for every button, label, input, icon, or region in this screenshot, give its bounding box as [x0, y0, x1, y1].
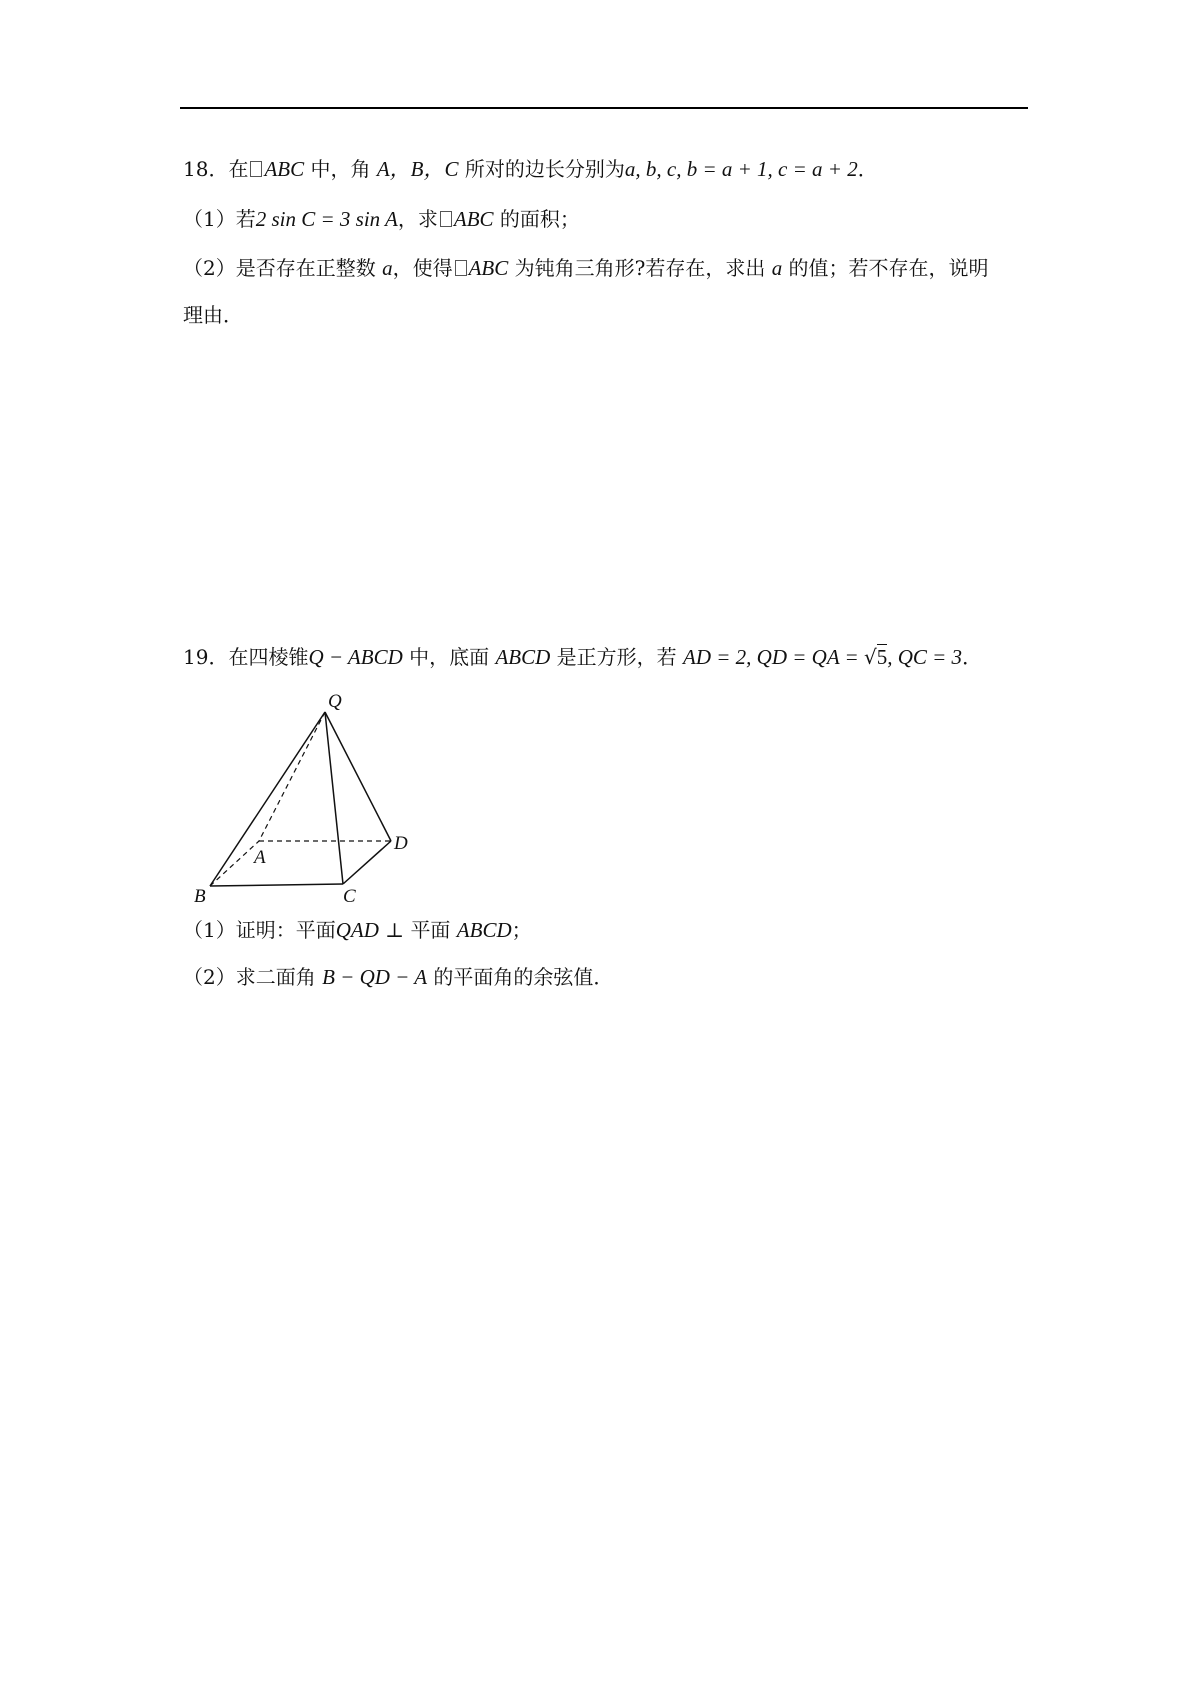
triangle-icon [455, 260, 467, 276]
vertex-label-B: B [194, 886, 206, 907]
edge-QD [325, 712, 391, 841]
q18-part1-equation: 2 sin C = 3 sin A [255, 207, 398, 231]
q18-condition: a, b, c, b = a + 1, c = a + 2 [624, 157, 858, 181]
q19-stem: 19．在四棱锥Q − ABCD 中，底面 ABCD 是正方形，若 AD = 2, QD = QA = √5, QC = 3． [183, 645, 983, 669]
header-rule [180, 107, 1028, 109]
perpendicular-symbol: ⊥ [378, 918, 411, 942]
q19-part1: （1）证明：平面QAD ⊥ 平面 ABCD； [183, 918, 532, 942]
triangle-icon [440, 211, 452, 227]
edge-QC [325, 712, 343, 884]
edge-CD [343, 841, 391, 884]
edge-BC [210, 884, 343, 886]
triangle-icon [250, 161, 262, 177]
vertex-label-D: D [394, 833, 408, 854]
edge-QA-hidden [259, 712, 325, 841]
q18-part2-continuation: 理由． [183, 303, 243, 327]
q18-part1: （1）若2 sin C = 3 sin A，求 ABC 的面积； [183, 207, 580, 231]
vertex-label-A: A [254, 847, 266, 868]
q18-number: 18． [183, 157, 229, 181]
pyramid-figure [180, 680, 440, 910]
q18-part2: （2）是否存在正整数 a，使得 ABC 为钝角三角形?若存在，求出 a 的值；若不存在，说明 [183, 256, 989, 280]
sqrt-symbol: √ [863, 645, 877, 669]
edge-QB [210, 712, 325, 886]
q19-part2: （2）求二面角 B − QD − A 的平面角的余弦值． [183, 965, 614, 989]
vertex-label-C: C [343, 886, 356, 907]
vertex-label-Q: Q [328, 691, 342, 712]
q18-stem: 18．在 ABC 中，角 A，B，C 所对的边长分别为a, b, c, b = a + 1, c = a + 2． [183, 157, 878, 181]
q19-number: 19． [183, 645, 229, 669]
